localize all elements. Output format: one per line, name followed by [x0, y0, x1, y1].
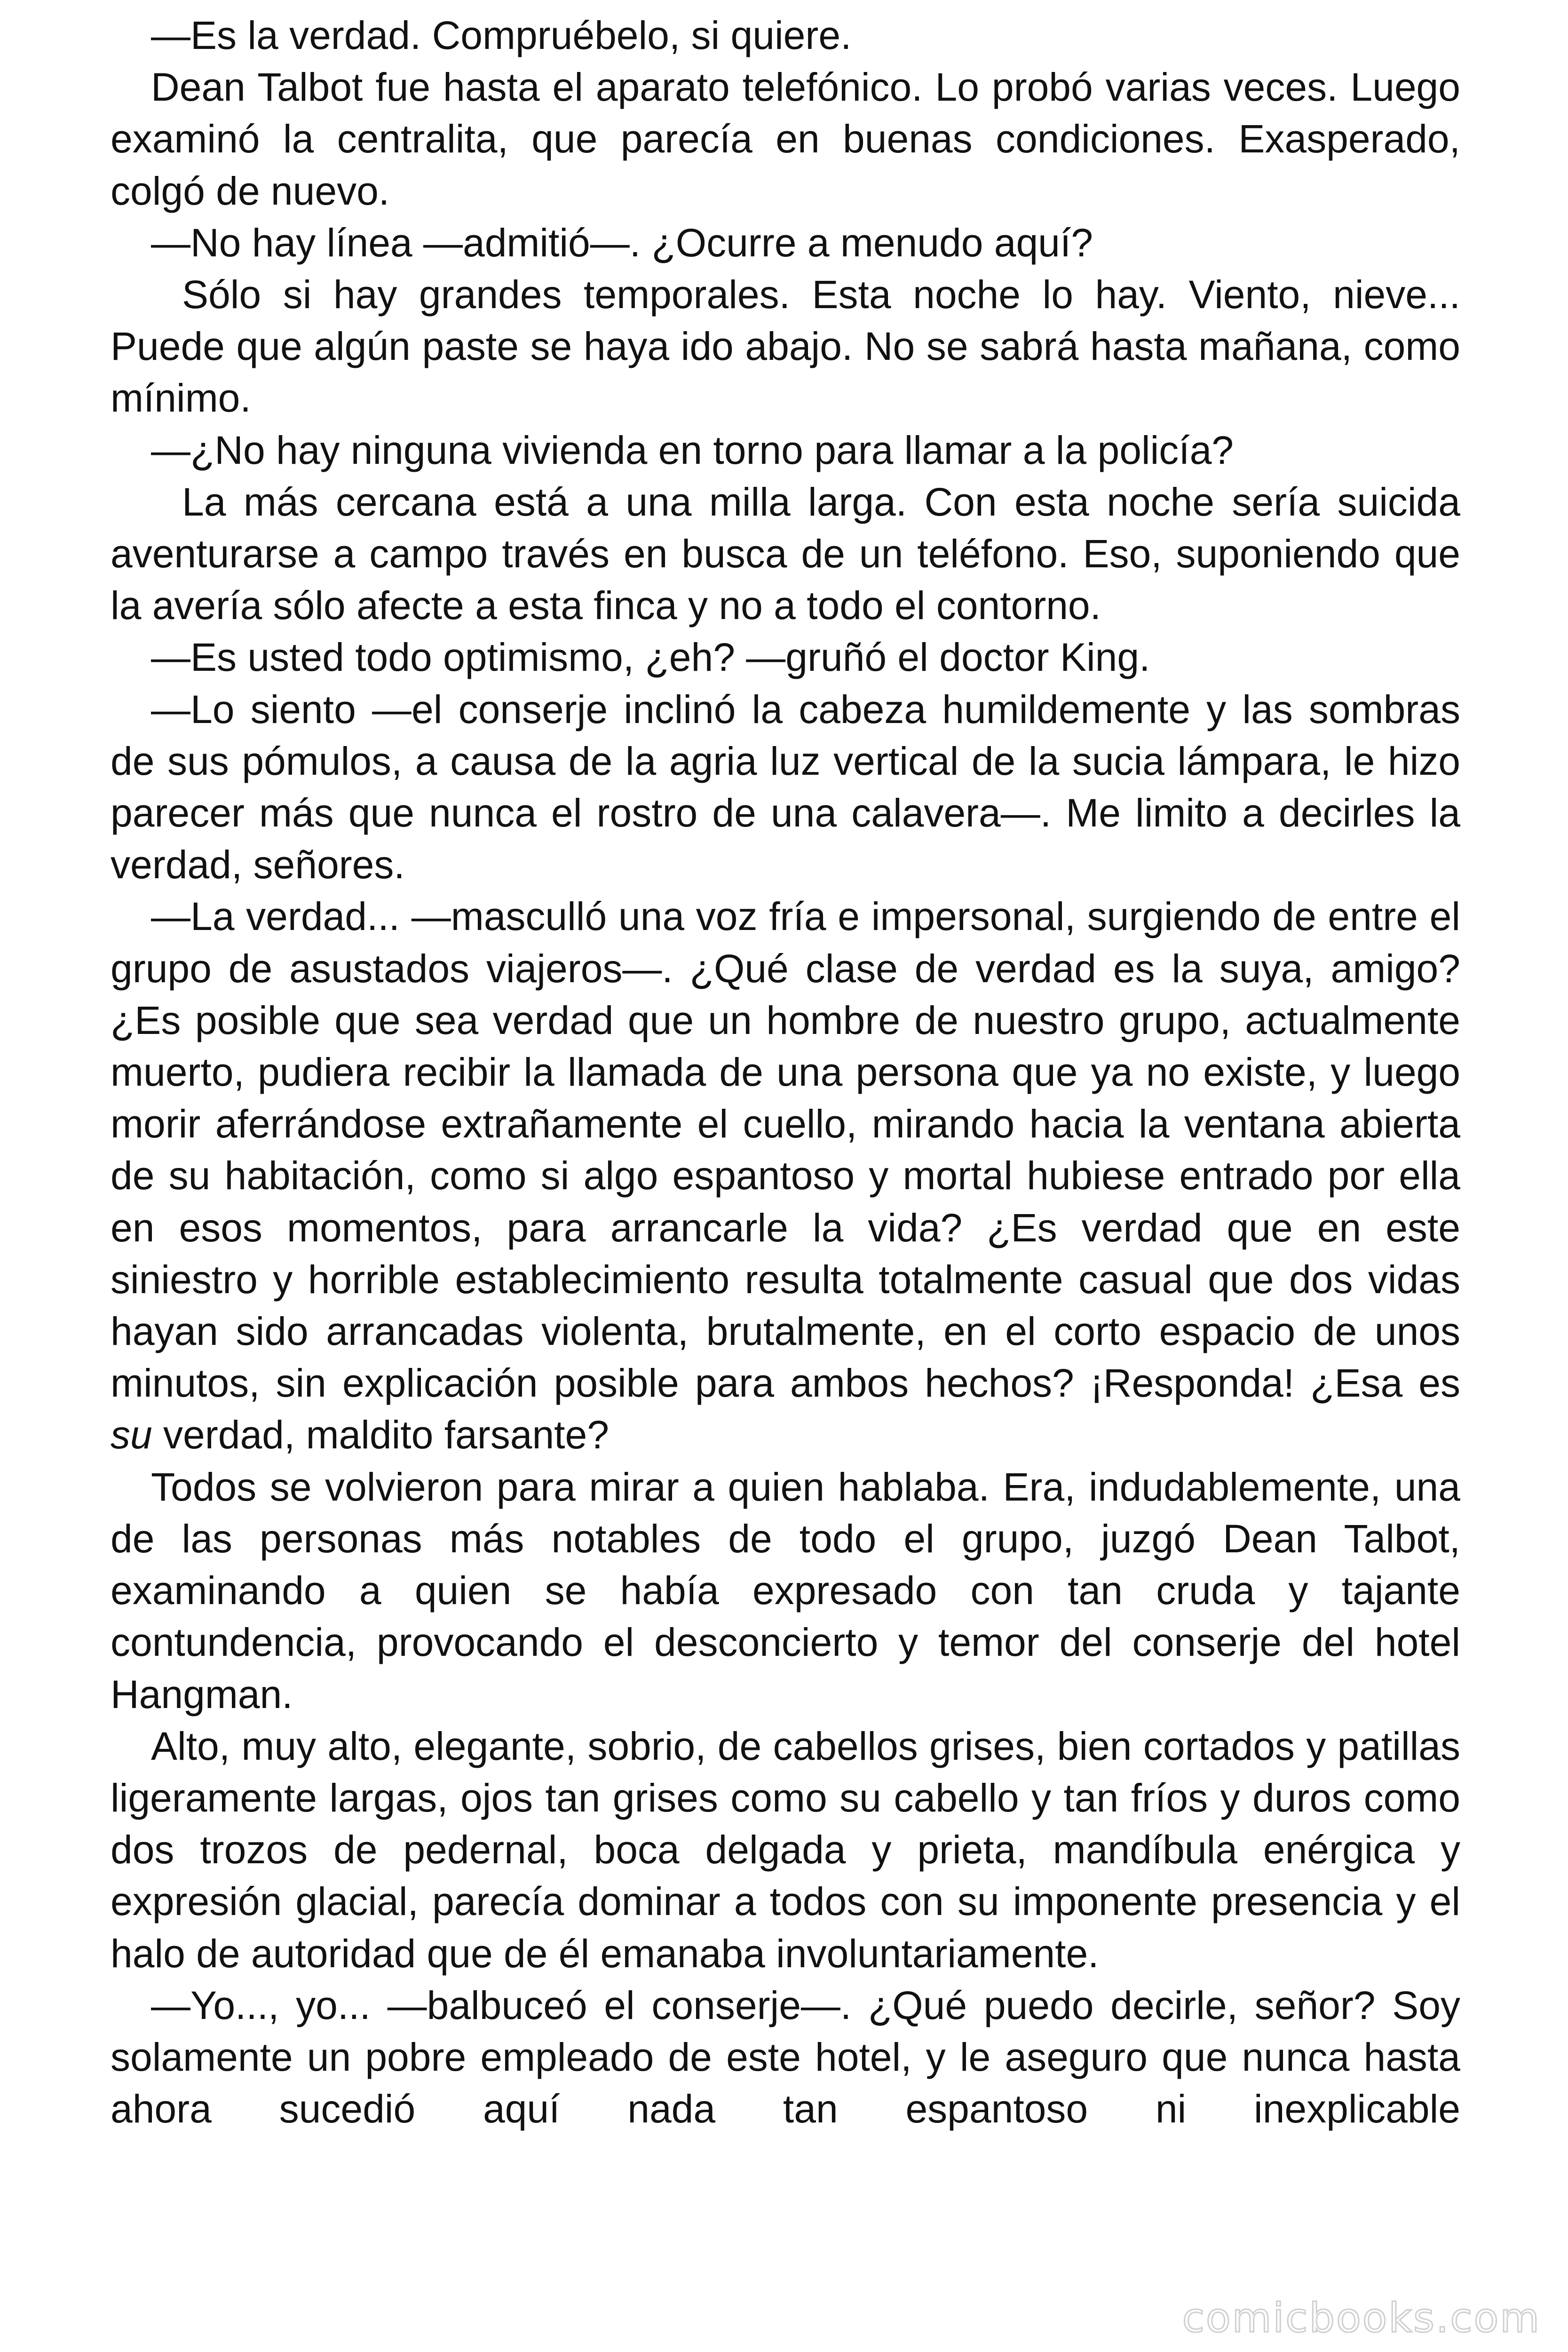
paragraph: La más cercana está a una milla larga. Con esta noche sería suicida aventurarse a campo través en busca de un teléfono. Eso, suponiendo que la avería sólo afecte a esta finca y no a todo el contorno. [111, 479, 1460, 628]
paragraph: —No hay línea —admitió—. ¿Ocurre a menudo aquí? [151, 220, 1093, 265]
paragraph-text: verdad, maldito farsante? [152, 1413, 609, 1457]
paragraph: Alto, muy alto, elegante, sobrio, de cabellos grises, bien cortados y patillas ligeramente largas, ojos tan grises como su cabello y tan fríos y duros como dos trozos de pedernal, boca delgada y prieta, mandíbula enérgica y expresión glacial, parecía dominar a todos con su imponente presencia y el halo de autoridad que de él emanaba involuntariamente. [111, 1724, 1460, 1976]
document-page [111, 9, 1460, 2333]
paragraph: —Es usted todo optimismo, ¿eh? —gruñó el doctor King. [151, 635, 1150, 680]
paragraph: Todos se volvieron para mirar a quien hablaba. Era, indudablemente, una de las personas más notables de todo el grupo, juzgó Dean Talbot, examinando a quien se había expresado con tan cruda y tajante contundencia, provocando el desconcierto y temor del conserje del hotel Hangman. [111, 1464, 1460, 1716]
paragraph [111, 890, 1460, 1461]
watermark: comicbooks.com [1182, 2295, 1541, 2342]
paragraph: —Yo..., yo... —balbuceó el conserje—. ¿Qué puedo decirle, señor? Soy solamente un pobre empleado de este hotel, y le aseguro que nunca hasta ahora sucedió aquí nada tan espantoso ni inexplicable [111, 1983, 1460, 2131]
paragraph: Dean Talbot fue hasta el aparato telefónico. Lo probó varias veces. Luego examinó la centralita, que parecía en buenas condiciones. Exasperado, colgó de nuevo. [111, 65, 1460, 213]
paragraph: —¿No hay ninguna vivienda en torno para llamar a la policía? [151, 428, 1234, 472]
paragraph: Sólo si hay grandes temporales. Esta noche lo hay. Viento, nieve... Puede que algún paste se haya ido abajo. No se sabrá hasta mañana, como mínimo. [111, 272, 1460, 421]
paragraph: —Lo siento —el conserje inclinó la cabeza humildemente y las sombras de sus pómulos, a causa de la agria luz vertical de la sucia lámpara, le hizo parecer más que nunca el rostro de una calavera—. Me limito a decirles la verdad, señores. [111, 687, 1460, 887]
paragraph-text: —La verdad... —masculló una voz fría e impersonal, surgiendo de entre el grupo de asustados viajeros—. ¿Qué clase de verdad es la suya, amigo? ¿Es posible que sea verdad que un hombre de nuestro grupo, actualmente muerto, pudiera recibir la llamada de una persona que ya no existe, y luego morir aferrándose extrañamente el cuello, mirando hacia la ventana abierta de su habitación, como si algo espantoso y mortal hubiese entrado por ella en esos momentos, para arrancarle la vida? ¿Es verdad que en este siniestro y horrible establecimiento resulta totalmente casual que dos vidas hayan sido arrancadas violenta, brutalmente, en el corto espacio de unos minutos, sin explicación posible para ambos hechos? ¡Responda! ¿Esa es [111, 894, 1460, 1406]
paragraph: —Es la verdad. Compruébelo, si quiere. [151, 13, 852, 57]
emphasized-word: su [111, 1413, 152, 1457]
